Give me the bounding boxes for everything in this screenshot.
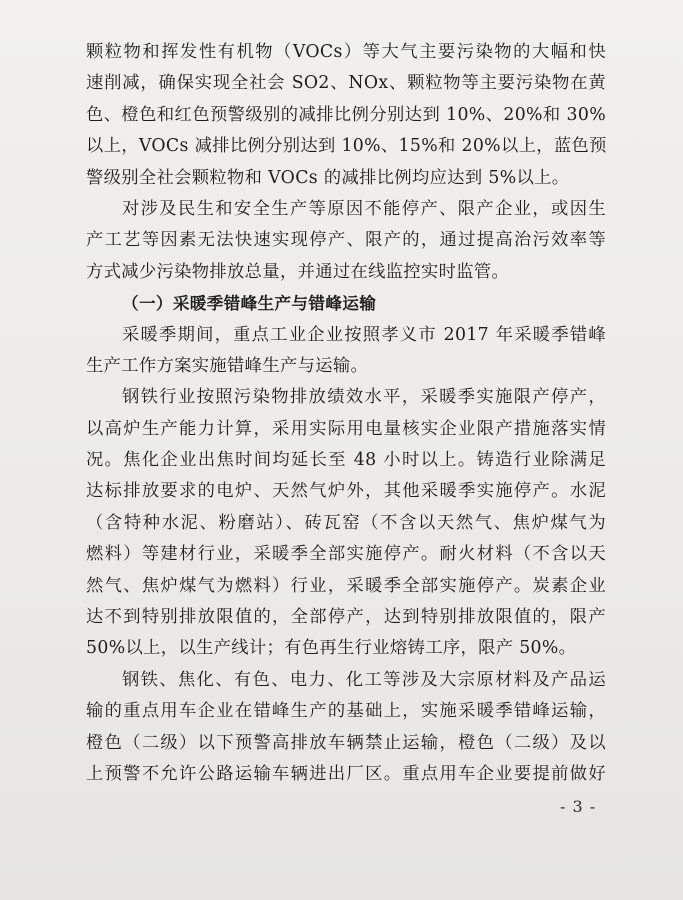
paragraph-line: 况。焦化企业出焦时间均延长至 48 小时以上。铸造行业除满足 <box>86 450 606 471</box>
paragraph-line: 燃料）等建材行业，采暖季全部实施停产。耐火材料（不含以天 <box>86 544 606 565</box>
paragraph-line: 警级别全社会颗粒物和 VOCs 的减排比例均应达到 5%以上。 <box>86 167 570 188</box>
paragraph-line: 速削减，确保实现全社会 SO2、NOx、颗粒物等主要污染物在黄 <box>86 73 606 94</box>
paragraph-line: （含特种水泥、粉磨站）、砖瓦窑（不含以天然气、焦炉煤气为 <box>86 512 606 533</box>
paragraph-line: 以高炉生产能力计算，采用实际用电量核实企业限产措施落实情 <box>86 418 606 439</box>
paragraph-line: 钢铁、焦化、有色、电力、化工等涉及大宗原材料及产品运 <box>122 669 606 690</box>
paragraph-line: 然气、焦炉煤气为燃料）行业，采暖季全部实施停产。炭素企业 <box>86 575 606 596</box>
paragraph-line: 达不到特别排放限值的，全部停产，达到特别排放限值的，限产 <box>86 607 606 628</box>
paragraph-line: 输的重点用车企业在错峰生产的基础上，实施采暖季错峰运输， <box>86 701 606 722</box>
paragraph-line: 上预警不允许公路运输车辆进出厂区。重点用车企业要提前做好 <box>86 763 606 784</box>
paragraph-line: 以上，VOCs 减排比例分别达到 10%、15%和 20%以上，蓝色预 <box>86 136 607 157</box>
paragraph-line: 生产工作方案实施错峰生产与运输。 <box>86 355 369 376</box>
paragraph-line: 对涉及民生和安全生产等原因不能停产、限产企业，或因生 <box>122 198 606 219</box>
paragraph-line: 采暖季期间，重点工业企业按照孝义市 2017 年采暖季错峰 <box>122 324 606 345</box>
document-body <box>86 37 606 790</box>
paragraph-line: 颗粒物和挥发性有机物（VOCs）等大气主要污染物的大幅和快 <box>86 42 606 62</box>
paragraph-line: 方式减少污染物排放总量，并通过在线监控实时监管。 <box>86 261 510 282</box>
page-number: - 3 - <box>560 797 597 816</box>
paragraph-line: 橙色（二级）以下预警高排放车辆禁止运输，橙色（二级）及以 <box>86 732 606 753</box>
paragraph-line: 色、橙色和红色预警级别的减排比例分别达到 10%、20%和 30% <box>86 104 606 125</box>
paragraph-line: 达标排放要求的电炉、天然气炉外，其他采暖季实施停产。水泥 <box>86 481 606 502</box>
paragraph-line: 产工艺等因素无法快速实现停产、限产的，通过提高治污效率等 <box>86 230 606 251</box>
section-heading: （一）采暖季错峰生产与错峰运输 <box>122 294 377 314</box>
paragraph-line: 钢铁行业按照污染物排放绩效水平，采暖季实施限产停产， <box>122 387 606 408</box>
paragraph-line: 50%以上，以生产线计；有色再生行业熔铸工序，限产 50%。 <box>86 638 577 659</box>
